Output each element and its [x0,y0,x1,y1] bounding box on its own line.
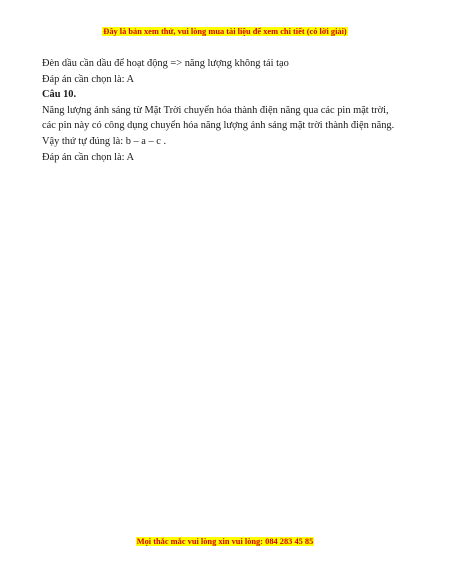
explanation-line-1: Năng lượng ánh sáng từ Mặt Trời chuyển hóa thành điện năng qua các pin mặt trời, [42,104,389,116]
answer-line: Đáp án cần chọn là: A [42,151,135,163]
explanation-line-2: các pin này có công dụng chuyển hóa năng lượng ánh sáng mặt trời thành điện năng. [42,120,395,132]
answer-line: Đáp án cần chọn là: A [42,73,135,85]
preview-notice-text: Đây là bản xem thử, vui lòng mua tài liệu để xem chi tiết (có lời giải) [103,27,347,36]
preview-notice-banner [0,26,450,38]
answer-explanation-line: Đèn dầu cần dầu để hoạt động => năng lượng không tái tạo [42,58,289,69]
order-line: Vậy thứ tự đúng là: b – a – c . [42,135,167,147]
contact-notice-banner [0,536,450,548]
document-body [42,56,414,165]
contact-notice-text: Mọi thắc mắc vui lòng xin vui lòng: 084 283 45 85 [136,537,314,546]
question-heading: Câu 10. [42,89,77,101]
